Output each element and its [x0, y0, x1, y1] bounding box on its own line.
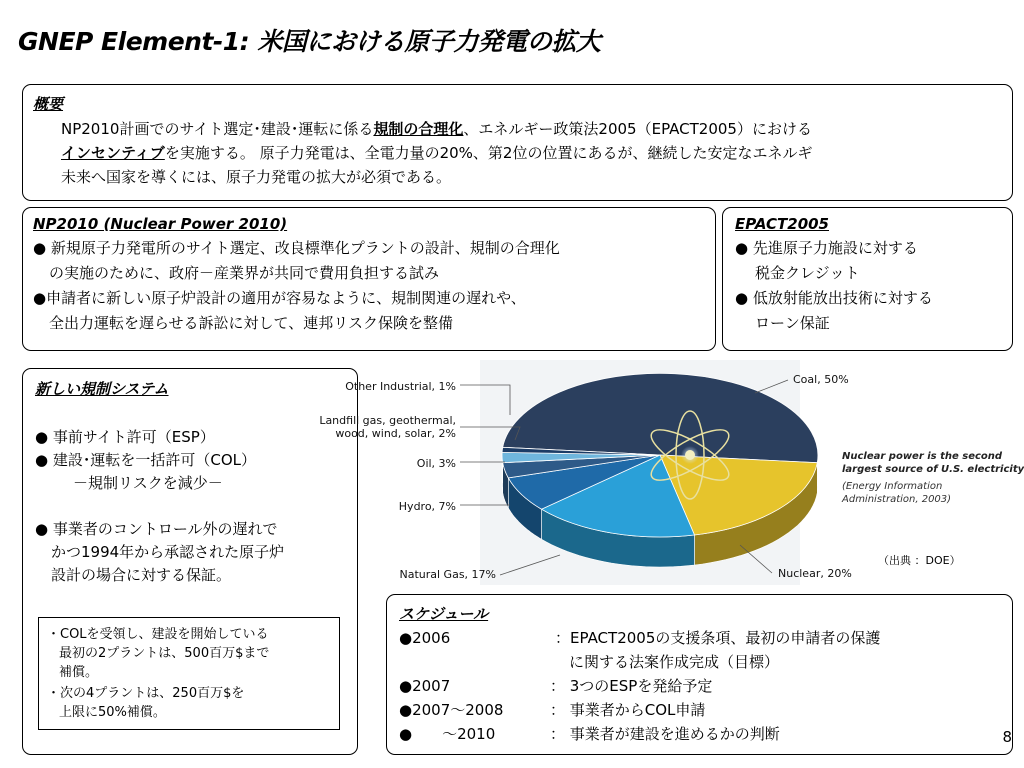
compensation-note-box [38, 617, 340, 730]
schedule-text-1b: に関する法案作成完成（目標） [569, 653, 780, 671]
epact-line-3: ● 低放射能放出技術に対する [735, 289, 933, 307]
schedule-year-4: ● ～2010 [399, 725, 496, 743]
chart-annotation-4: Administration, 2003) [842, 494, 952, 505]
epact-line-1: ● 先進原子力施設に対する [735, 239, 918, 257]
new-system-line-3: －規制リスクを減少－ [73, 474, 223, 492]
note-line-5: 上限に50%補償。 [59, 705, 166, 720]
pie-label-hydro: Hydro, 7% [398, 500, 456, 513]
overview-line-1: NP2010計画でのサイト選定･建設･運転に係る規制の合理化、エネルギー政策法2005（EPACT2005）における [61, 120, 812, 138]
pie-slices [502, 373, 818, 537]
chart-annotation-2: largest source of U.S. electricity [842, 464, 1024, 475]
chart-annotation-1: Nuclear power is the second [842, 451, 1003, 462]
pie-label-oil: Oil, 3% [416, 457, 456, 470]
schedule-heading: スケジュール [399, 605, 489, 623]
pie-label-renewables-2: wood, wind, solar, 2% [335, 427, 456, 440]
schedule-text-1: ：EPACT2005の支援条項、最初の申請者の保護 [555, 629, 881, 647]
schedule-year-3: ●2007～2008 [399, 701, 504, 719]
schedule-year-1: ●2006 [399, 629, 451, 647]
schedule-box [386, 594, 1013, 755]
overview-line-2: インセンティブを実施する。 原子力発電は、全電力量の20%、第2位の位置にあるが、継続した安定なエネルギ [61, 144, 813, 162]
pie-label-renewables: Landfill gas, geothermal, [319, 414, 456, 427]
note-line-3: 補償。 [59, 665, 99, 680]
pie-label-other-industrial: Other Industrial, 1% [345, 380, 456, 393]
note-line-4: ・次の4プラントは、250百万$を [47, 686, 245, 701]
np2010-line-1: ● 新規原子力発電所のサイト選定、改良標準化プラントの設計、規制の合理化 [33, 239, 560, 257]
overview-box [22, 84, 1013, 201]
schedule-text-2: ： 3つのESPを発給予定 [550, 677, 713, 695]
np2010-heading: NP2010 (Nuclear Power 2010) [33, 215, 288, 233]
chart-source: （出典 ：DOE） [878, 554, 961, 567]
note-line-1: ・COLを受領し、建設を開始している [47, 627, 269, 642]
schedule-text-3: ： 事業者からCOL申請 [550, 701, 706, 719]
pie-label-coal: Coal, 50% [793, 373, 849, 386]
np2010-box [22, 207, 716, 351]
note-line-2: 最初の2プラントは、500百万$まで [59, 646, 270, 661]
epact-line-2: 税金クレジット [755, 264, 860, 282]
epact-heading: EPACT2005 [735, 215, 829, 233]
new-system-line-5: かつ1994年から承認された原子炉 [51, 543, 285, 561]
np2010-line-2: の実施のために、政府－産業界が共同で費用負担する試み [49, 264, 440, 282]
page-number: 8 [1002, 728, 1012, 746]
np2010-line-3: ●申請者に新しい原子炉設計の適用が容易なように、規制関連の遅れや、 [33, 289, 526, 307]
np2010-line-4: 全出力運転を遅らせる訴訟に対して、連邦リスク保険を整備 [49, 314, 453, 332]
epact-line-4: ローン保証 [755, 314, 830, 332]
overview-line-3: 未来へ国家を導くには、原子力発電の拡大が必須である。 [61, 168, 452, 186]
new-system-line-6: 設計の場合に対する保証。 [51, 566, 232, 584]
pie-label-nuclear: Nuclear, 20% [778, 567, 852, 580]
chart-annotation-3: (Energy Information [842, 481, 943, 492]
epact-box [722, 207, 1013, 351]
page-title: GNEP Element-1: 米国における原子力発電の拡大 [18, 27, 601, 56]
schedule-year-2: ●2007 [399, 677, 451, 695]
new-system-heading: 新しい規制システム [35, 380, 169, 398]
new-system-line-4: ● 事業者のコントロール外の遅れで [35, 520, 278, 538]
new-system-line-2: ● 建設･運転を一括許可（COL） [35, 451, 256, 469]
overview-heading: 概要 [33, 95, 64, 113]
pie-label-natural-gas: Natural Gas, 17% [399, 568, 496, 581]
schedule-text-4: ： 事業者が建設を進めるかの判断 [550, 725, 780, 743]
new-system-line-1: ● 事前サイト許可（ESP） [35, 428, 215, 446]
